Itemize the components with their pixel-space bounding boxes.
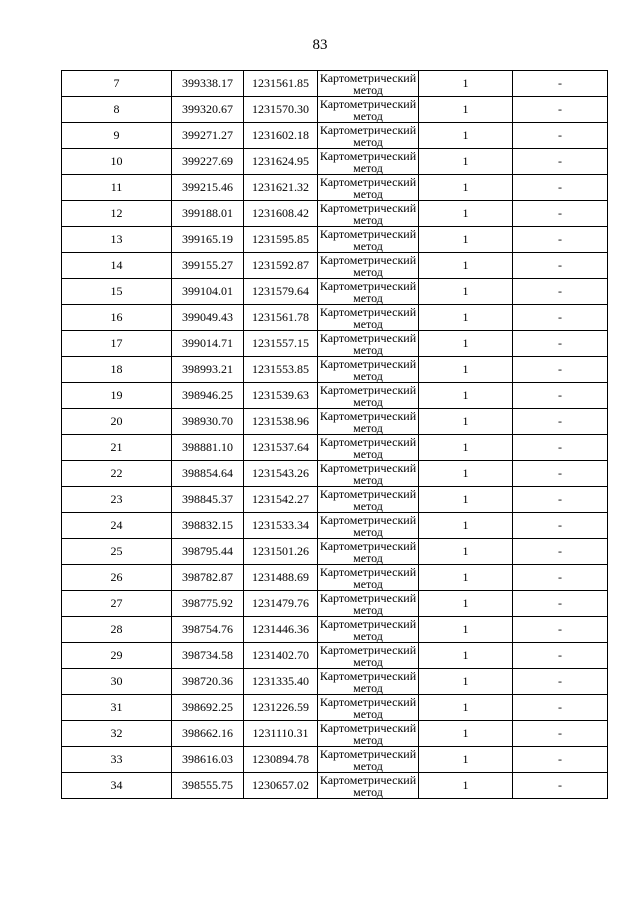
- y-coordinate-cell: 1231538.96: [244, 409, 318, 435]
- point-number-cell: 20: [62, 409, 172, 435]
- description-cell: -: [513, 487, 608, 513]
- method-cell: Картометрический метод: [318, 643, 419, 669]
- x-coordinate-cell: 398881.10: [172, 435, 244, 461]
- point-number-cell: 19: [62, 383, 172, 409]
- table-row: [62, 773, 608, 799]
- accuracy-cell: 1: [419, 565, 513, 591]
- accuracy-cell: 1: [419, 201, 513, 227]
- table-row: [62, 565, 608, 591]
- table-row: [62, 539, 608, 565]
- method-cell: Картометрический метод: [318, 669, 419, 695]
- x-coordinate-cell: 399155.27: [172, 253, 244, 279]
- accuracy-cell: 1: [419, 331, 513, 357]
- description-cell: -: [513, 201, 608, 227]
- point-number-cell: 18: [62, 357, 172, 383]
- description-cell: -: [513, 617, 608, 643]
- y-coordinate-cell: 1231561.85: [244, 71, 318, 97]
- accuracy-cell: 1: [419, 149, 513, 175]
- y-coordinate-cell: 1231488.69: [244, 565, 318, 591]
- table-row: [62, 175, 608, 201]
- method-cell: Картометрический метод: [318, 487, 419, 513]
- table-row: [62, 305, 608, 331]
- table-row: [62, 513, 608, 539]
- y-coordinate-cell: 1231543.26: [244, 461, 318, 487]
- x-coordinate-cell: 398775.92: [172, 591, 244, 617]
- coordinates-table: [61, 70, 608, 799]
- y-coordinate-cell: 1230657.02: [244, 773, 318, 799]
- x-coordinate-cell: 398734.58: [172, 643, 244, 669]
- method-cell: Картометрический метод: [318, 435, 419, 461]
- accuracy-cell: 1: [419, 97, 513, 123]
- method-cell: Картометрический метод: [318, 695, 419, 721]
- description-cell: -: [513, 565, 608, 591]
- table-row: [62, 461, 608, 487]
- point-number-cell: 7: [62, 71, 172, 97]
- description-cell: -: [513, 669, 608, 695]
- y-coordinate-cell: 1231479.76: [244, 591, 318, 617]
- description-cell: -: [513, 357, 608, 383]
- description-cell: -: [513, 383, 608, 409]
- accuracy-cell: 1: [419, 123, 513, 149]
- coordinates-table-body: [62, 71, 608, 799]
- x-coordinate-cell: 399227.69: [172, 149, 244, 175]
- x-coordinate-cell: 399014.71: [172, 331, 244, 357]
- x-coordinate-cell: 399320.67: [172, 97, 244, 123]
- table-row: [62, 201, 608, 227]
- x-coordinate-cell: 399338.17: [172, 71, 244, 97]
- table-row: [62, 435, 608, 461]
- point-number-cell: 13: [62, 227, 172, 253]
- y-coordinate-cell: 1231624.95: [244, 149, 318, 175]
- method-cell: Картометрический метод: [318, 565, 419, 591]
- point-number-cell: 34: [62, 773, 172, 799]
- description-cell: -: [513, 331, 608, 357]
- method-cell: Картометрический метод: [318, 383, 419, 409]
- y-coordinate-cell: 1231553.85: [244, 357, 318, 383]
- y-coordinate-cell: 1231542.27: [244, 487, 318, 513]
- point-number-cell: 12: [62, 201, 172, 227]
- x-coordinate-cell: 398555.75: [172, 773, 244, 799]
- y-coordinate-cell: 1231561.78: [244, 305, 318, 331]
- accuracy-cell: 1: [419, 305, 513, 331]
- point-number-cell: 11: [62, 175, 172, 201]
- y-coordinate-cell: 1231446.36: [244, 617, 318, 643]
- point-number-cell: 10: [62, 149, 172, 175]
- x-coordinate-cell: 398946.25: [172, 383, 244, 409]
- x-coordinate-cell: 398854.64: [172, 461, 244, 487]
- point-number-cell: 17: [62, 331, 172, 357]
- method-cell: Картометрический метод: [318, 123, 419, 149]
- accuracy-cell: 1: [419, 357, 513, 383]
- y-coordinate-cell: 1231110.31: [244, 721, 318, 747]
- table-row: [62, 591, 608, 617]
- point-number-cell: 32: [62, 721, 172, 747]
- point-number-cell: 30: [62, 669, 172, 695]
- point-number-cell: 31: [62, 695, 172, 721]
- y-coordinate-cell: 1231592.87: [244, 253, 318, 279]
- accuracy-cell: 1: [419, 669, 513, 695]
- accuracy-cell: 1: [419, 747, 513, 773]
- method-cell: Картометрический метод: [318, 721, 419, 747]
- y-coordinate-cell: 1231533.34: [244, 513, 318, 539]
- table-row: [62, 383, 608, 409]
- accuracy-cell: 1: [419, 487, 513, 513]
- accuracy-cell: 1: [419, 513, 513, 539]
- description-cell: -: [513, 643, 608, 669]
- x-coordinate-cell: 398930.70: [172, 409, 244, 435]
- y-coordinate-cell: 1231570.30: [244, 97, 318, 123]
- table-row: [62, 409, 608, 435]
- accuracy-cell: 1: [419, 773, 513, 799]
- point-number-cell: 16: [62, 305, 172, 331]
- description-cell: -: [513, 461, 608, 487]
- x-coordinate-cell: 398662.16: [172, 721, 244, 747]
- table-row: [62, 279, 608, 305]
- description-cell: -: [513, 513, 608, 539]
- method-cell: Картометрический метод: [318, 747, 419, 773]
- accuracy-cell: 1: [419, 71, 513, 97]
- y-coordinate-cell: 1231602.18: [244, 123, 318, 149]
- description-cell: -: [513, 123, 608, 149]
- table-row: [62, 617, 608, 643]
- point-number-cell: 22: [62, 461, 172, 487]
- x-coordinate-cell: 399215.46: [172, 175, 244, 201]
- table-row: [62, 331, 608, 357]
- point-number-cell: 25: [62, 539, 172, 565]
- description-cell: -: [513, 747, 608, 773]
- y-coordinate-cell: 1231539.63: [244, 383, 318, 409]
- method-cell: Картометрический метод: [318, 149, 419, 175]
- point-number-cell: 28: [62, 617, 172, 643]
- description-cell: -: [513, 591, 608, 617]
- table-row: [62, 695, 608, 721]
- table-row: [62, 721, 608, 747]
- page-number: 83: [312, 37, 328, 53]
- table-row: [62, 669, 608, 695]
- table-row: [62, 487, 608, 513]
- method-cell: Картометрический метод: [318, 539, 419, 565]
- accuracy-cell: 1: [419, 253, 513, 279]
- accuracy-cell: 1: [419, 591, 513, 617]
- accuracy-cell: 1: [419, 175, 513, 201]
- method-cell: Картометрический метод: [318, 175, 419, 201]
- x-coordinate-cell: 398616.03: [172, 747, 244, 773]
- method-cell: Картометрический метод: [318, 227, 419, 253]
- point-number-cell: 27: [62, 591, 172, 617]
- table-row: [62, 71, 608, 97]
- description-cell: -: [513, 409, 608, 435]
- method-cell: Картометрический метод: [318, 513, 419, 539]
- method-cell: Картометрический метод: [318, 279, 419, 305]
- x-coordinate-cell: 398845.37: [172, 487, 244, 513]
- method-cell: Картометрический метод: [318, 773, 419, 799]
- accuracy-cell: 1: [419, 279, 513, 305]
- method-cell: Картометрический метод: [318, 201, 419, 227]
- method-cell: Картометрический метод: [318, 305, 419, 331]
- point-number-cell: 9: [62, 123, 172, 149]
- accuracy-cell: 1: [419, 383, 513, 409]
- method-cell: Картометрический метод: [318, 253, 419, 279]
- y-coordinate-cell: 1231537.64: [244, 435, 318, 461]
- point-number-cell: 29: [62, 643, 172, 669]
- point-number-cell: 15: [62, 279, 172, 305]
- accuracy-cell: 1: [419, 721, 513, 747]
- method-cell: Картометрический метод: [318, 97, 419, 123]
- table-row: [62, 747, 608, 773]
- x-coordinate-cell: 398832.15: [172, 513, 244, 539]
- accuracy-cell: 1: [419, 643, 513, 669]
- x-coordinate-cell: 398720.36: [172, 669, 244, 695]
- description-cell: -: [513, 175, 608, 201]
- point-number-cell: 23: [62, 487, 172, 513]
- table-row: [62, 227, 608, 253]
- description-cell: -: [513, 149, 608, 175]
- accuracy-cell: 1: [419, 617, 513, 643]
- y-coordinate-cell: 1231402.70: [244, 643, 318, 669]
- description-cell: -: [513, 253, 608, 279]
- x-coordinate-cell: 398754.76: [172, 617, 244, 643]
- description-cell: -: [513, 773, 608, 799]
- accuracy-cell: 1: [419, 409, 513, 435]
- table-row: [62, 123, 608, 149]
- x-coordinate-cell: 399165.19: [172, 227, 244, 253]
- x-coordinate-cell: 398993.21: [172, 357, 244, 383]
- method-cell: Картометрический метод: [318, 357, 419, 383]
- method-cell: Картометрический метод: [318, 409, 419, 435]
- x-coordinate-cell: 398795.44: [172, 539, 244, 565]
- accuracy-cell: 1: [419, 461, 513, 487]
- method-cell: Картометрический метод: [318, 461, 419, 487]
- method-cell: Картометрический метод: [318, 617, 419, 643]
- point-number-cell: 24: [62, 513, 172, 539]
- accuracy-cell: 1: [419, 227, 513, 253]
- method-cell: Картометрический метод: [318, 71, 419, 97]
- y-coordinate-cell: 1231226.59: [244, 695, 318, 721]
- accuracy-cell: 1: [419, 539, 513, 565]
- method-cell: Картометрический метод: [318, 331, 419, 357]
- table-row: [62, 357, 608, 383]
- description-cell: -: [513, 539, 608, 565]
- y-coordinate-cell: 1230894.78: [244, 747, 318, 773]
- table-row: [62, 643, 608, 669]
- x-coordinate-cell: 399271.27: [172, 123, 244, 149]
- accuracy-cell: 1: [419, 695, 513, 721]
- description-cell: -: [513, 305, 608, 331]
- description-cell: -: [513, 435, 608, 461]
- y-coordinate-cell: 1231621.32: [244, 175, 318, 201]
- method-cell: Картометрический метод: [318, 591, 419, 617]
- y-coordinate-cell: 1231557.15: [244, 331, 318, 357]
- point-number-cell: 33: [62, 747, 172, 773]
- point-number-cell: 14: [62, 253, 172, 279]
- point-number-cell: 21: [62, 435, 172, 461]
- point-number-cell: 8: [62, 97, 172, 123]
- x-coordinate-cell: 399049.43: [172, 305, 244, 331]
- y-coordinate-cell: 1231501.26: [244, 539, 318, 565]
- description-cell: -: [513, 721, 608, 747]
- accuracy-cell: 1: [419, 435, 513, 461]
- y-coordinate-cell: 1231579.64: [244, 279, 318, 305]
- x-coordinate-cell: 398782.87: [172, 565, 244, 591]
- description-cell: -: [513, 695, 608, 721]
- y-coordinate-cell: 1231335.40: [244, 669, 318, 695]
- x-coordinate-cell: 398692.25: [172, 695, 244, 721]
- table-row: [62, 149, 608, 175]
- table-row: [62, 253, 608, 279]
- description-cell: -: [513, 97, 608, 123]
- point-number-cell: 26: [62, 565, 172, 591]
- description-cell: -: [513, 71, 608, 97]
- y-coordinate-cell: 1231608.42: [244, 201, 318, 227]
- description-cell: -: [513, 227, 608, 253]
- x-coordinate-cell: 399104.01: [172, 279, 244, 305]
- description-cell: -: [513, 279, 608, 305]
- y-coordinate-cell: 1231595.85: [244, 227, 318, 253]
- table-row: [62, 97, 608, 123]
- x-coordinate-cell: 399188.01: [172, 201, 244, 227]
